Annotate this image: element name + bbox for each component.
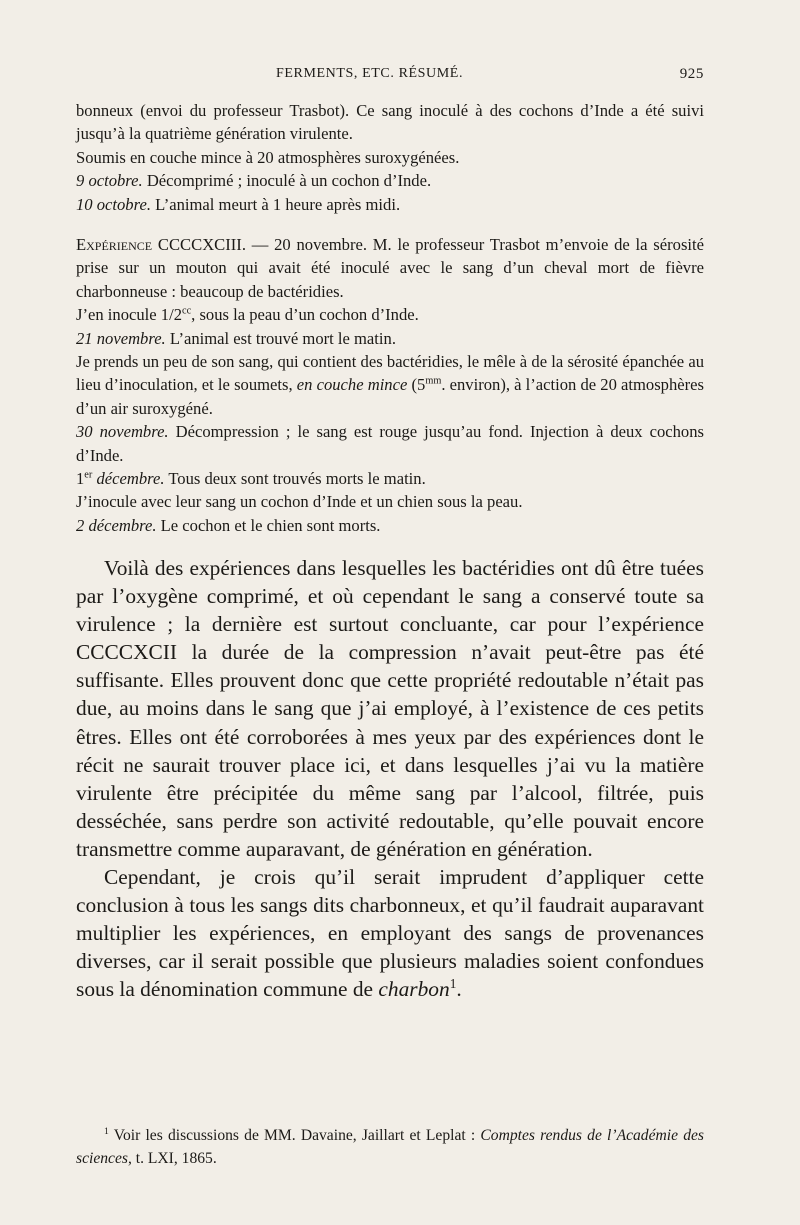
footnote-marker: 1 bbox=[104, 1125, 109, 1137]
log-date: 21 novembre. bbox=[76, 328, 166, 348]
log-entry bbox=[76, 327, 704, 350]
emphasis: en couche mince bbox=[296, 375, 408, 395]
footnote: $^1$ Voir les discussions de MM. Davaine, Jaillart et Leplat : Comptes rendus de l’Académie des sciences, t. LXI, 1865. bbox=[76, 1125, 704, 1167]
log-entry bbox=[76, 514, 704, 537]
paragraph: Cependant, je crois qu’il serait imprudent d’appliquer cette conclusion à tous les sangs dits charbonneux, et qu’il faudrait auparavant multiplier les expériences, en employant des sangs de provenances diverses, car il serait possible que plusieurs maladies soient confondues sous la dénomination commune de charbon$^1$. bbox=[76, 865, 704, 1002]
log-date: 9 octobre. bbox=[76, 171, 143, 191]
log-entry bbox=[76, 420, 704, 467]
running-header bbox=[76, 66, 704, 90]
experiment-section bbox=[76, 233, 704, 537]
log-entry: J’en inocule $1/2^{cc}$, sous la peau d’un cochon d’Inde. bbox=[76, 305, 419, 325]
log-entry: J’inocule avec leur sang un cochon d’Inde et un chien sous la peau. bbox=[76, 492, 523, 512]
experiment-continuation bbox=[76, 99, 704, 216]
running-title: FERMENTS, ETC. RÉSUMÉ. bbox=[276, 66, 464, 81]
log-text: L’animal est trouvé mort le matin. bbox=[165, 328, 396, 348]
log-entry bbox=[76, 193, 704, 216]
log-entry bbox=[76, 169, 704, 192]
exposure-line: Soumis en couche mince à 20 atmosphères suroxygénées. bbox=[76, 147, 460, 167]
log-date: 30 novembre. bbox=[76, 422, 169, 442]
experiment-label: Expérience bbox=[76, 235, 153, 254]
experiment-heading bbox=[76, 233, 704, 303]
experiment-intro: — 20 novembre. M. le professeur Trasbot m’envoie de la sérosité prise sur un mouton qui avait été inoculé avec le sang d’un cheval mort de fièvre charbonneuse : beaucoup de bactéridies. bbox=[76, 235, 704, 301]
log-text: Décomprimé ; inoculé à un cochon d’Inde. bbox=[142, 171, 432, 191]
page-number: 925 bbox=[679, 66, 704, 82]
log-text: Tous deux sont trouvés morts le matin. bbox=[164, 469, 426, 489]
continuation-line: bonneux (envoi du professeur Trasbot). Ce sang inoculé à des cochons d’Inde a été suivi jusqu’à la quatrième génération virulente. bbox=[76, 101, 704, 144]
unit-superscript: cc bbox=[182, 305, 192, 317]
unit-superscript: mm bbox=[425, 375, 442, 387]
log-entry: Je prends un peu de son sang, qui contient des bactéridies, le mêle à de la sérosité épanchée au lieu d’inoculation, et le soumets, en couche mince ($5^{mm}$. environ), à l’action de 20 atmosphères d’un air suroxygéné. bbox=[76, 352, 704, 418]
log-date: décembre. bbox=[92, 469, 165, 489]
log-text: Décompression ; le sang est rouge jusqu’au fond. Injection à deux cochons d’Inde. bbox=[76, 422, 704, 465]
log-text: Le cochon et le chien sont morts. bbox=[156, 515, 381, 535]
log-date: 2 décembre. bbox=[76, 515, 157, 535]
log-date: 10 octobre. bbox=[76, 194, 151, 214]
citation: Comptes rendus de l’Académie des sciences bbox=[76, 1127, 704, 1167]
log-text: L’animal meurt à 1 heure après midi. bbox=[150, 194, 401, 214]
paragraph: Voilà des expériences dans lesquelles les bactéridies ont dû être tuées par l’oxygène comprimé, et où cependant le sang a conservé toute sa virulence ; la dernière est surtout concluante, car pour l’expérience CCCCXCII la durée de la compression n’avait peut-être pas été suffisante. Elles prouvent donc que cette propriété redoutable n’était pas due, au moins dans le sang que j’ai employé, à l’existence de ces petits êtres. Elles ont été corroborées à mes yeux par des expériences dont le récit ne saurait trouver place ici, et dans lesquelles j’ai vu la matière virulente être précipitée du même sang par l’alcool, filtrée, puis desséchée, sans perdre son activité redoutable, qu’elle pouvait encore transmettre comme auparavant, de génération en génération. bbox=[76, 556, 704, 861]
footnote-marker: 1 bbox=[449, 976, 457, 992]
experiment-number: CCCCXCIII. bbox=[157, 235, 246, 254]
emphasis: charbon bbox=[378, 977, 450, 1002]
main-text bbox=[76, 554, 704, 1004]
log-entry: 1er décembre. Tous deux sont trouvés morts le matin. bbox=[76, 469, 426, 489]
